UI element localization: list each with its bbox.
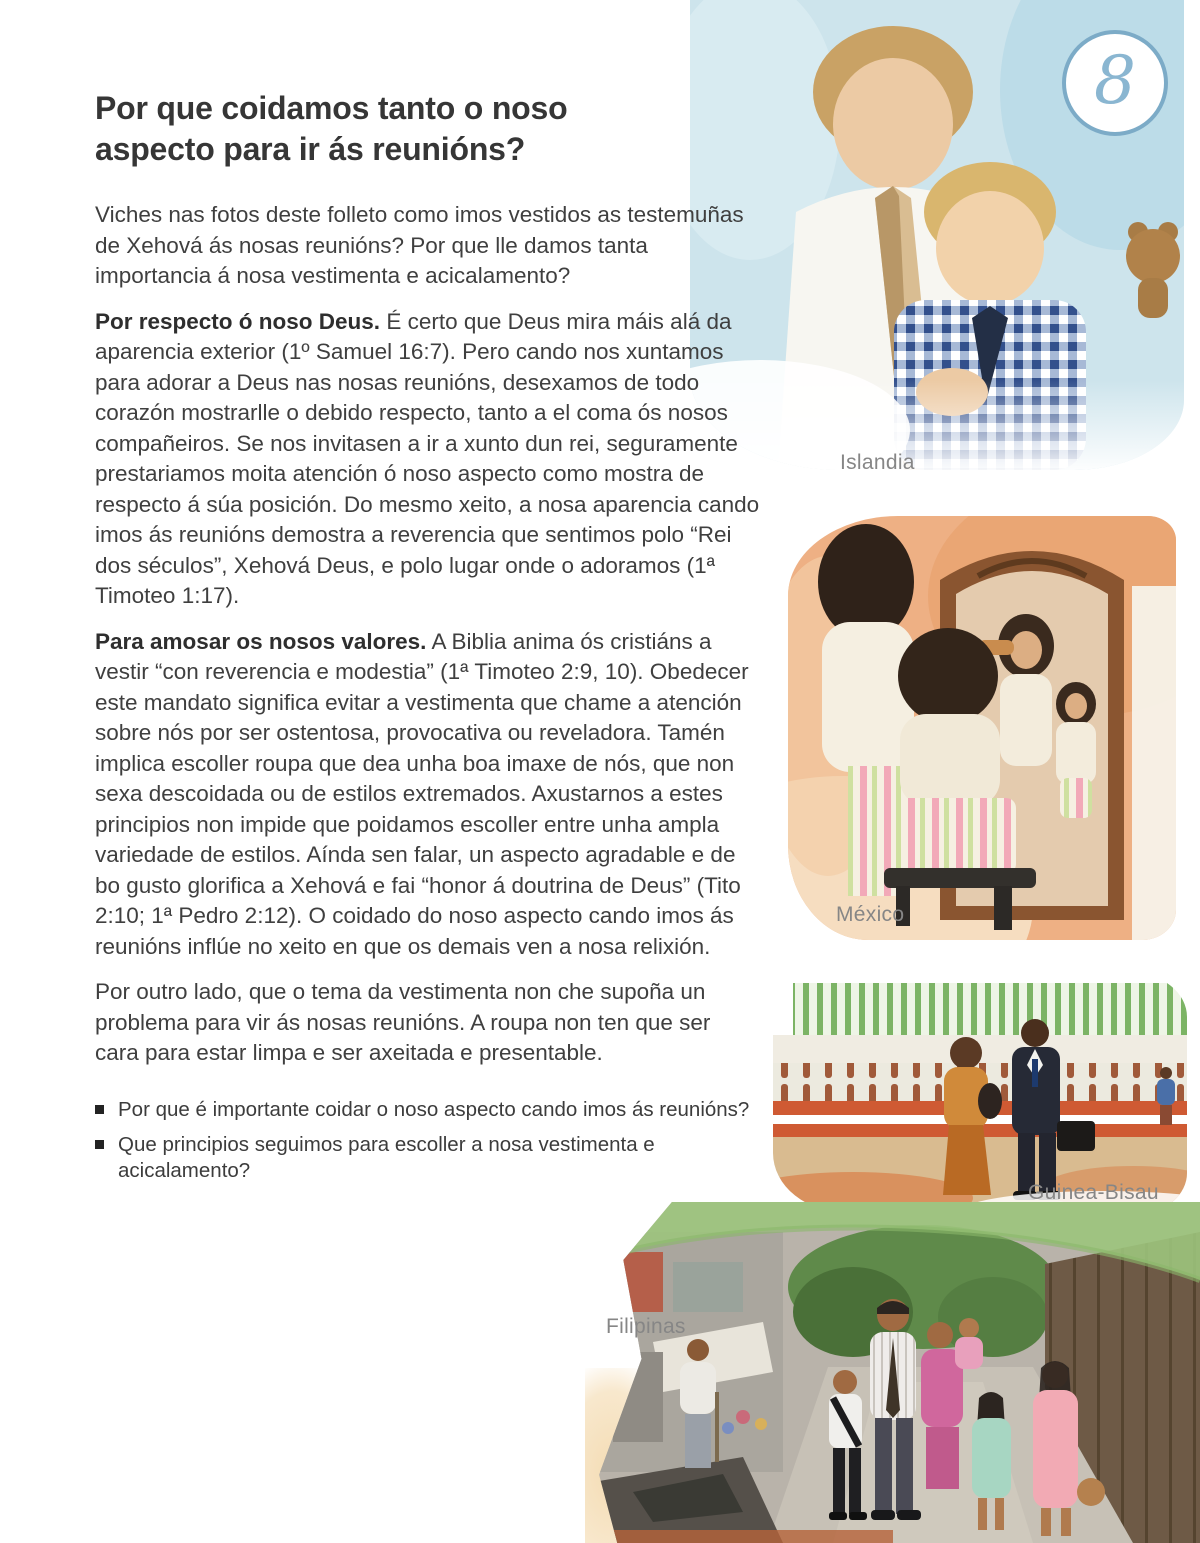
- mexico-photo-illustration: [788, 516, 1176, 940]
- title-line-2: aspecto para ir ás reunións?: [95, 131, 526, 167]
- guinea-bisau-photo-illustration: [773, 973, 1187, 1213]
- caption-mexico: México: [836, 903, 905, 926]
- chapter-number: 8: [1094, 42, 1136, 119]
- question-item: [95, 1132, 760, 1184]
- square-bullet-icon: [95, 1140, 104, 1149]
- question-2-text: Que principios seguimos para escoller a nosa vestimenta e acicalamento?: [118, 1132, 655, 1182]
- caption-islandia: Islandia: [840, 451, 915, 474]
- page-title: [95, 88, 760, 170]
- square-bullet-icon: [95, 1105, 104, 1114]
- caption-filipinas: Filipinas: [606, 1315, 686, 1338]
- paragraph-respect: [95, 307, 760, 612]
- review-questions: [95, 1097, 760, 1184]
- question-item: [95, 1097, 760, 1123]
- paragraph-values: [95, 627, 760, 963]
- caption-guinea-bisau: Guinea-Bisau: [1028, 1181, 1159, 1204]
- paragraph-closing-text: Por outro lado, que o tema da vestimenta non che supoña un problema para vir ás nosas reunións. A roupa non ten que ser cara para estar limpa e ser axeitada e presentable.: [95, 979, 711, 1065]
- paragraph-values-lead: Para amosar os nosos valores.: [95, 628, 427, 654]
- question-1-text: Por que é importante coidar o noso aspecto cando imos ás reunións?: [118, 1097, 750, 1121]
- paragraph-closing: [95, 977, 760, 1069]
- paragraph-values-text: A Biblia anima ós cristiáns a vestir “con reverencia e modestia” (1ª Timoteo 2:9, 10). Obedecer este mandato significa evitar a vestimenta que chame a atención sobre nós por ser ostentosa, provocativa ou reveladora. Tamén implica escoller roupa que dea unha boa imaxe de nós, que non sexa descoidada ou de estilos extremados. Axustarnos a estes principios non impide que poidamos escoller entre unha ampla variedade de estilos. Aínda sen falar, un aspecto agradable e de bo gusto glorifica a Xehová e fai “honor á doutrina de Deus” (Tito 2:10; 1ª Pedro 2:12). O coidado do noso aspecto cando imos ás reunións inflúe no xeito en que os demais ven a nosa relixión.: [95, 628, 749, 959]
- title-line-1: Por que coidamos tanto o noso: [95, 90, 568, 126]
- paragraph-intro-text: Viches nas fotos deste folleto como imos vestidos as testemuñas de Xehová ás nosas reunións? Por que lle damos tanta importancia á nosa vestimenta e acicalamento?: [95, 202, 744, 288]
- photo-guinea-bisau: [773, 973, 1187, 1213]
- photo-filipinas: [593, 1202, 1200, 1543]
- paragraph-intro: [95, 200, 760, 292]
- photo-mexico: [788, 516, 1176, 940]
- text-column: [95, 88, 760, 1193]
- chapter-number-badge: [1062, 30, 1168, 136]
- filipinas-photo-illustration: [593, 1202, 1200, 1543]
- paragraph-respect-lead: Por respecto ó noso Deus.: [95, 308, 381, 334]
- paragraph-respect-text: É certo que Deus mira máis alá da aparencia exterior (1º Samuel 16:7). Pero cando nos xuntamos para adorar a Deus nas nosas reunións, desexamos de todo corazón mostrarlle o debido respecto, tanto a el coma ós nosos compañeiros. Se nos invitasen a ir a xunto dun rei, seguramente prestariamos moita atención ó noso aspecto como mostra de respecto á súa posición. Do mesmo xeito, a nosa aparencia cando imos ás reunións demostra a reverencia que sentimos polo “Rei dos séculos”, Xehová Deus, e polo lugar onde o adoramos (1ª Timoteo 1:17).: [95, 308, 760, 608]
